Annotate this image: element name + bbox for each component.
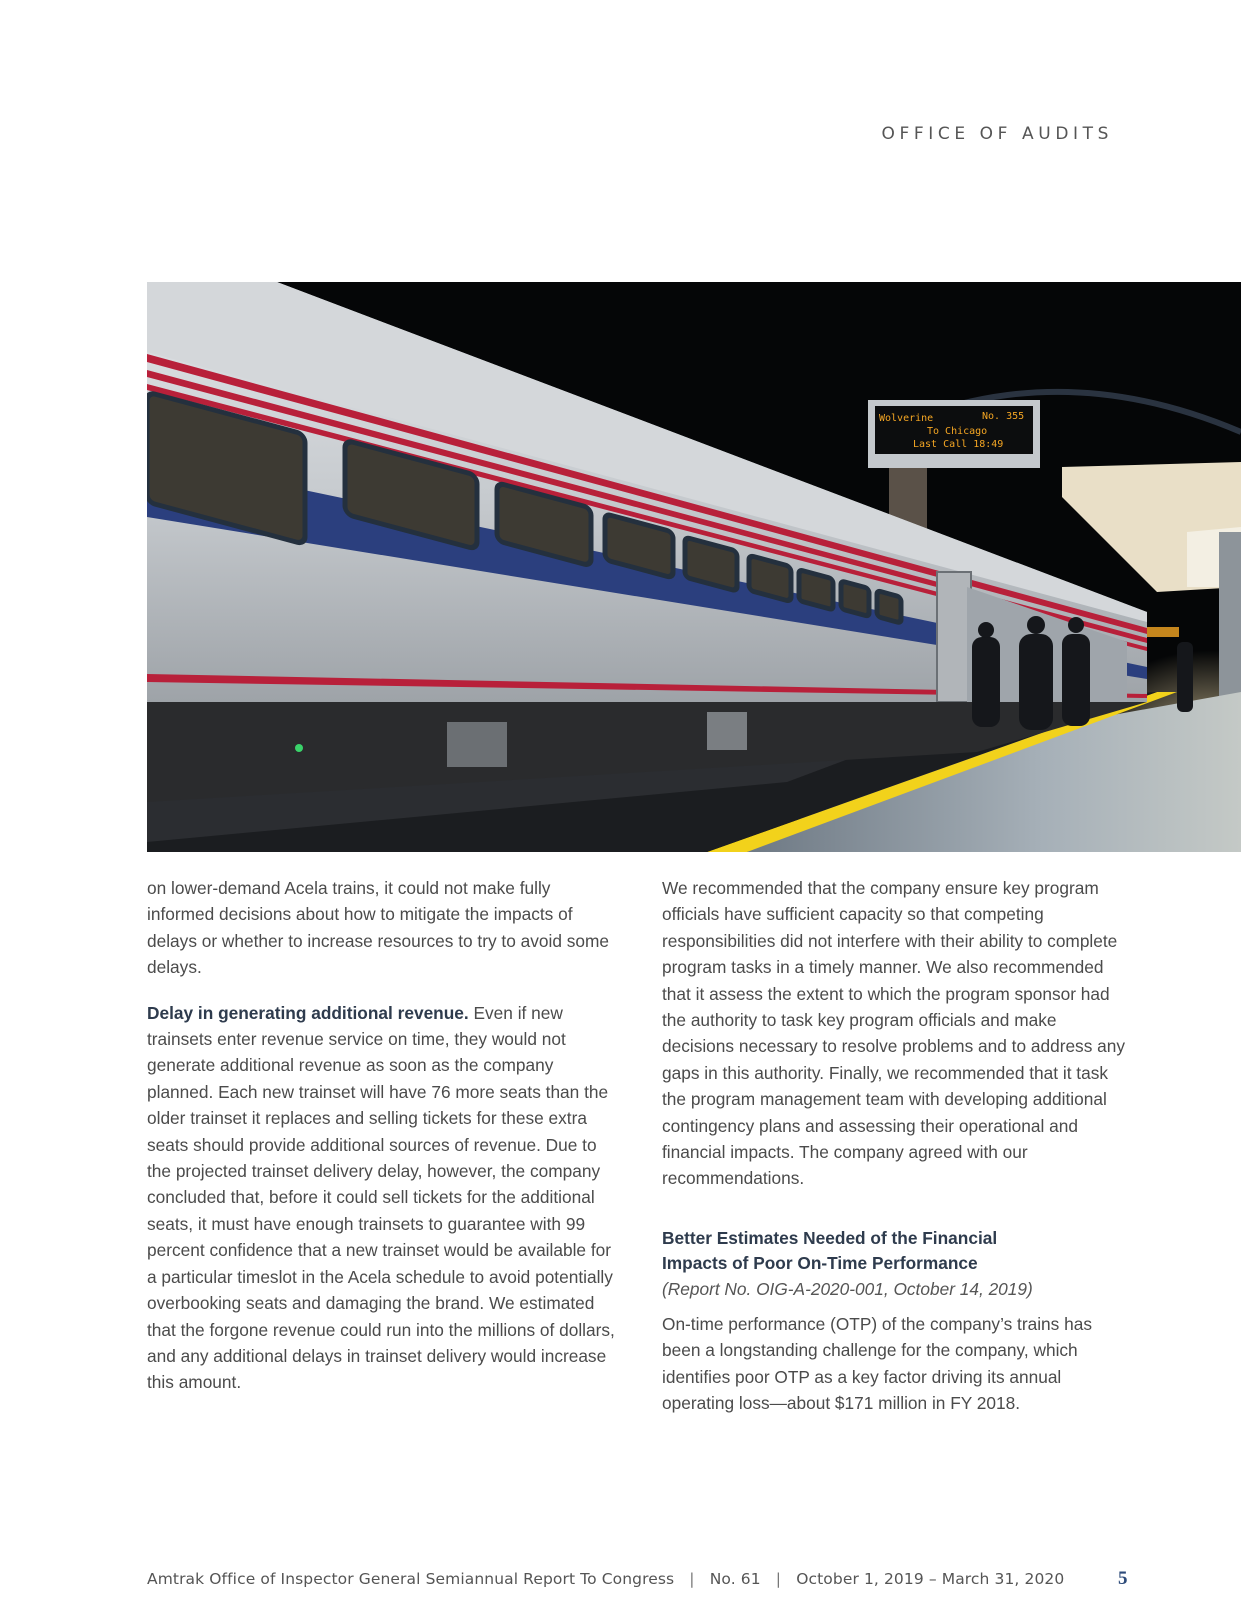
page-footer: [147, 1570, 1064, 1588]
person-3: [1062, 634, 1090, 726]
paragraph-body: Even if new trainsets enter revenue service on time, they would not generate additional revenue as soon as the company planned. Each new trainset will have 76 more seats than the older trainset it replaces and selling tickets for these extra seats should provide additional sources of revenue. Due to the projected trainset delivery delay, however, the company concluded that, before it could sell tickets for the additional seats, it must have enough trainsets to guarantee with 99 percent confidence that a new trainset would be available for a particular timeslot in the Acela schedule to avoid potentially overbooking seats and damaging the brand. We estimated that the forgone revenue could run into the millions of dollars, and any additional delays in trainset delivery would increase this amount.: [147, 1002, 615, 1393]
green-indicator-light: [295, 744, 303, 752]
person-3-head: [1068, 617, 1084, 633]
report-title-line-1: Better Estimates Needed of the Financial: [662, 1227, 998, 1248]
left-paragraph-1: on lower-demand Acela trains, it could not make fully informed decisions about how to mitigate the impacts of delays or whether to increase resources to try to avoid some delays.: [147, 878, 610, 978]
sign-destination: To Chicago: [927, 426, 988, 437]
report-title: [662, 1226, 1132, 1276]
train-door: [937, 572, 971, 702]
section-title: OFFICE OF AUDITS: [881, 124, 1113, 144]
train-photo: [147, 282, 1241, 852]
right-column: [662, 875, 1132, 1436]
page-number: 5: [1118, 1568, 1128, 1589]
footer-separator-1: |: [689, 1570, 695, 1588]
person-1-head: [978, 622, 994, 638]
window-7: [799, 570, 833, 610]
window-9: [877, 591, 901, 623]
person-1: [972, 637, 1000, 727]
far-platform-sign: [1147, 627, 1179, 637]
paragraph-lead-in: Delay in generating additional revenue.: [147, 1002, 469, 1023]
right-paragraph-2: On-time performance (OTP) of the company’s trains has been a longstanding challenge for the company, which identifies poor OTP as a key factor driving its annual operating loss—about $171 million in FY 2018.: [662, 1313, 1092, 1414]
left-paragraph-2: [147, 1000, 617, 1396]
footer-issue: No. 61: [709, 1570, 761, 1588]
footer-period: October 1, 2019 – March 31, 2020: [796, 1570, 1065, 1588]
right-paragraph-1: We recommended that the company ensure key program officials have sufficient capacity so that competing responsibilities did not interfere with their ability to complete program tasks in a timely manner. We also recommended that it assess the extent to which the program sponsor had the authority to task key program officials and make decisions necessary to resolve problems and to address any gaps in this authority. Finally, we recommended that it task the program management team with developing additional contingency plans and assessing their operational and financial impacts. The company agreed with our recommendations.: [662, 878, 1125, 1189]
left-column: [147, 875, 617, 1415]
footer-report-name: Amtrak Office of Inspector General Semiannual Report To Congress: [147, 1570, 675, 1588]
person-4: [1177, 642, 1193, 712]
sign-last-call: Last Call 18:49: [913, 439, 1004, 450]
equipment-box-1: [447, 722, 507, 767]
window-8: [841, 581, 869, 617]
departure-sign: [868, 400, 1040, 468]
sign-train-name: Wolverine: [879, 413, 934, 424]
equipment-box-2: [707, 712, 747, 750]
report-title-line-2: Impacts of Poor On-Time Performance: [662, 1252, 978, 1273]
person-2-head: [1027, 616, 1045, 634]
footer-separator-2: |: [775, 1570, 782, 1588]
sign-train-number: No. 355: [982, 411, 1025, 422]
person-2: [1019, 634, 1053, 730]
report-reference: (Report No. OIG-A-2020-001, October 14, 2019): [662, 1278, 1033, 1299]
